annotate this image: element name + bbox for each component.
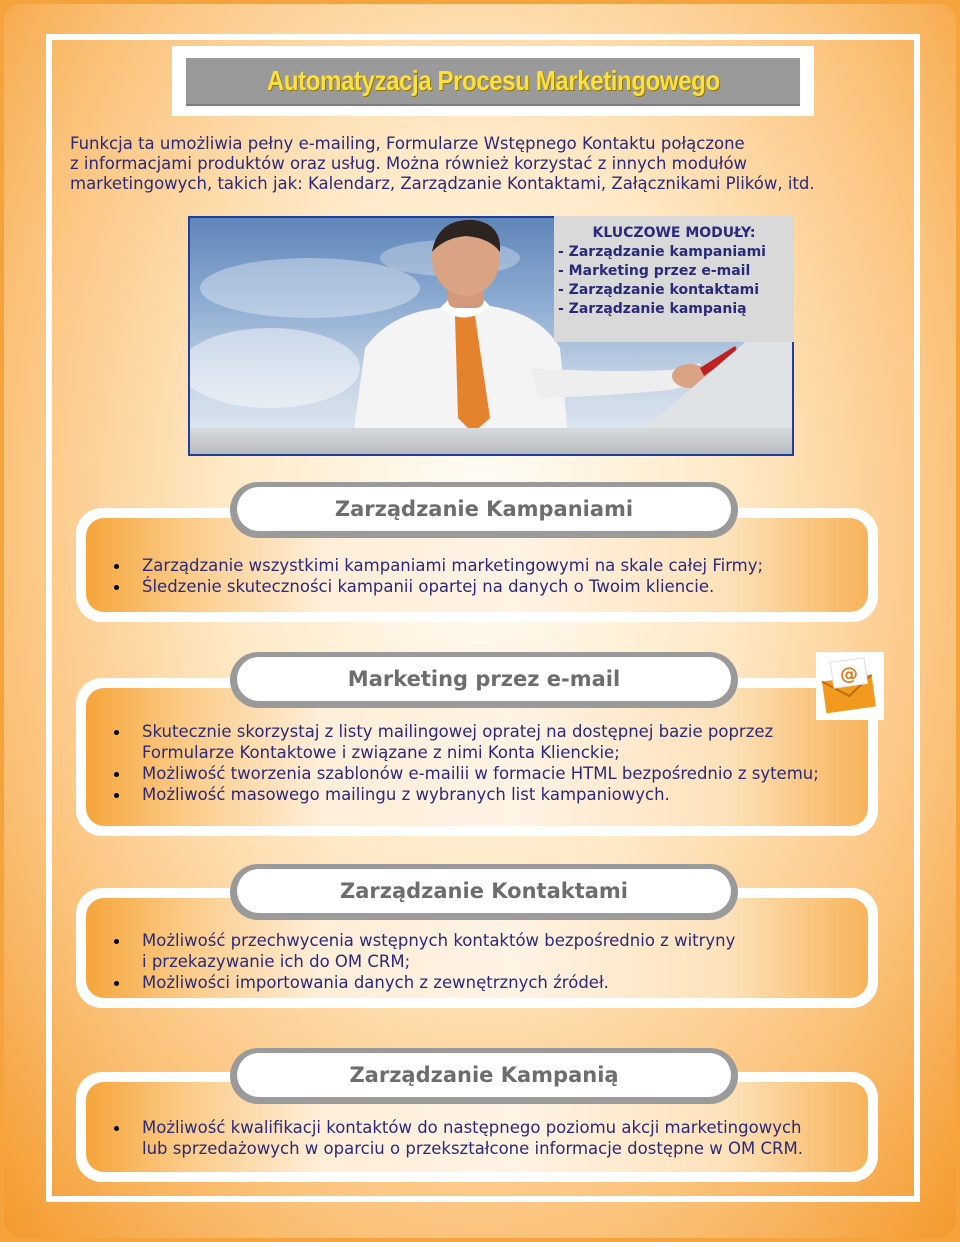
section-heading-pill xyxy=(230,482,738,538)
section-bullets xyxy=(112,1117,803,1159)
intro-line: marketingowych, takich jak: Kalendarz, Zarządzanie Kontaktami, Załącznikami Plików, itd. xyxy=(70,174,815,193)
section-bullets xyxy=(112,930,735,993)
at-symbol: @ xyxy=(840,664,858,685)
key-module-item: - Zarządzanie kampaniami xyxy=(558,244,766,260)
bullet-item xyxy=(112,972,735,993)
section-heading: Zarządzanie Kampanią xyxy=(349,1063,619,1087)
title-bar xyxy=(186,58,800,104)
bullet-item xyxy=(112,763,819,784)
pill-inner xyxy=(237,869,731,913)
pill-inner xyxy=(237,657,731,701)
section-heading: Zarządzanie Kontaktami xyxy=(339,879,629,903)
section-heading-pill xyxy=(230,1048,738,1104)
bullet-text-continued: lub sprzedażowych w oparciu o przekształcone informacje dostępne w OM CRM. xyxy=(142,1139,803,1158)
section-heading-pill xyxy=(230,864,738,920)
bullet-item xyxy=(112,784,819,805)
pill-inner xyxy=(237,1053,731,1097)
email-envelope-icon-graphic xyxy=(816,652,884,720)
key-modules-box xyxy=(554,216,794,342)
bullet-text: Skutecznie skorzystaj z listy mailingowej opratej na dostępnej bazie poprzez xyxy=(142,722,774,741)
key-modules-title: KLUCZOWE MODUŁY: xyxy=(592,225,756,241)
key-module-item: - Zarządzanie kontaktami xyxy=(558,282,760,298)
photo-base xyxy=(190,428,792,454)
bullet-text-continued: i przekazywanie ich do OM CRM; xyxy=(142,952,411,971)
bullet-text: Możliwość kwalifikacji kontaktów do następnego poziomu akcji marketingowych xyxy=(142,1118,802,1137)
bullet-text: Możliwości importowania danych z zewnętrznych źródeł. xyxy=(142,973,609,992)
page-background xyxy=(4,4,956,1238)
bullet-item xyxy=(112,1117,803,1159)
bullet-item xyxy=(112,721,819,763)
section-heading: Zarządzanie Kampaniami xyxy=(334,497,634,521)
bullet-item xyxy=(112,930,735,972)
bullet-text: Możliwość masowego mailingu z wybranych list kampaniowych. xyxy=(142,785,670,804)
key-module-item: - Zarządzanie kampanią xyxy=(558,301,747,317)
email-envelope-icon xyxy=(816,652,884,720)
bullet-item xyxy=(112,555,763,576)
page-title: Automatyzacja Procesu Marketingowego xyxy=(266,65,720,96)
bullet-item xyxy=(112,576,763,597)
intro-paragraph xyxy=(70,134,870,194)
intro-line: Funkcja ta umożliwia pełny e-mailing, Formularze Wstępnego Kontaktu połączone xyxy=(70,134,745,153)
bullet-text-continued: Formularze Kontaktowe i związane z nimi Konta Klienckie; xyxy=(142,743,620,762)
pill-inner xyxy=(237,487,731,531)
bullet-text: Śledzenie skuteczności kampanii opartej na danych o Twoim kliencie. xyxy=(142,577,715,596)
bullet-text: Możliwość przechwycenia wstępnych kontaktów bezpośrednio z witryny xyxy=(142,931,736,950)
title-frame xyxy=(172,46,814,116)
bullet-text: Zarządzanie wszystkimi kampaniami marketingowymi na skale całej Firmy; xyxy=(142,556,764,575)
intro-line: z informacjami produktów oraz usług. Można również korzystać z innych modułów xyxy=(70,154,748,173)
section-heading-pill xyxy=(230,652,738,708)
bullet-text: Możliwość tworzenia szablonów e-mailii w formacie HTML bezpośrednio z sytemu; xyxy=(142,764,819,783)
section-heading: Marketing przez e-mail xyxy=(347,667,621,691)
section-bullets xyxy=(112,555,763,597)
section-bullets xyxy=(112,721,819,805)
key-module-item: - Marketing przez e-mail xyxy=(558,263,751,279)
